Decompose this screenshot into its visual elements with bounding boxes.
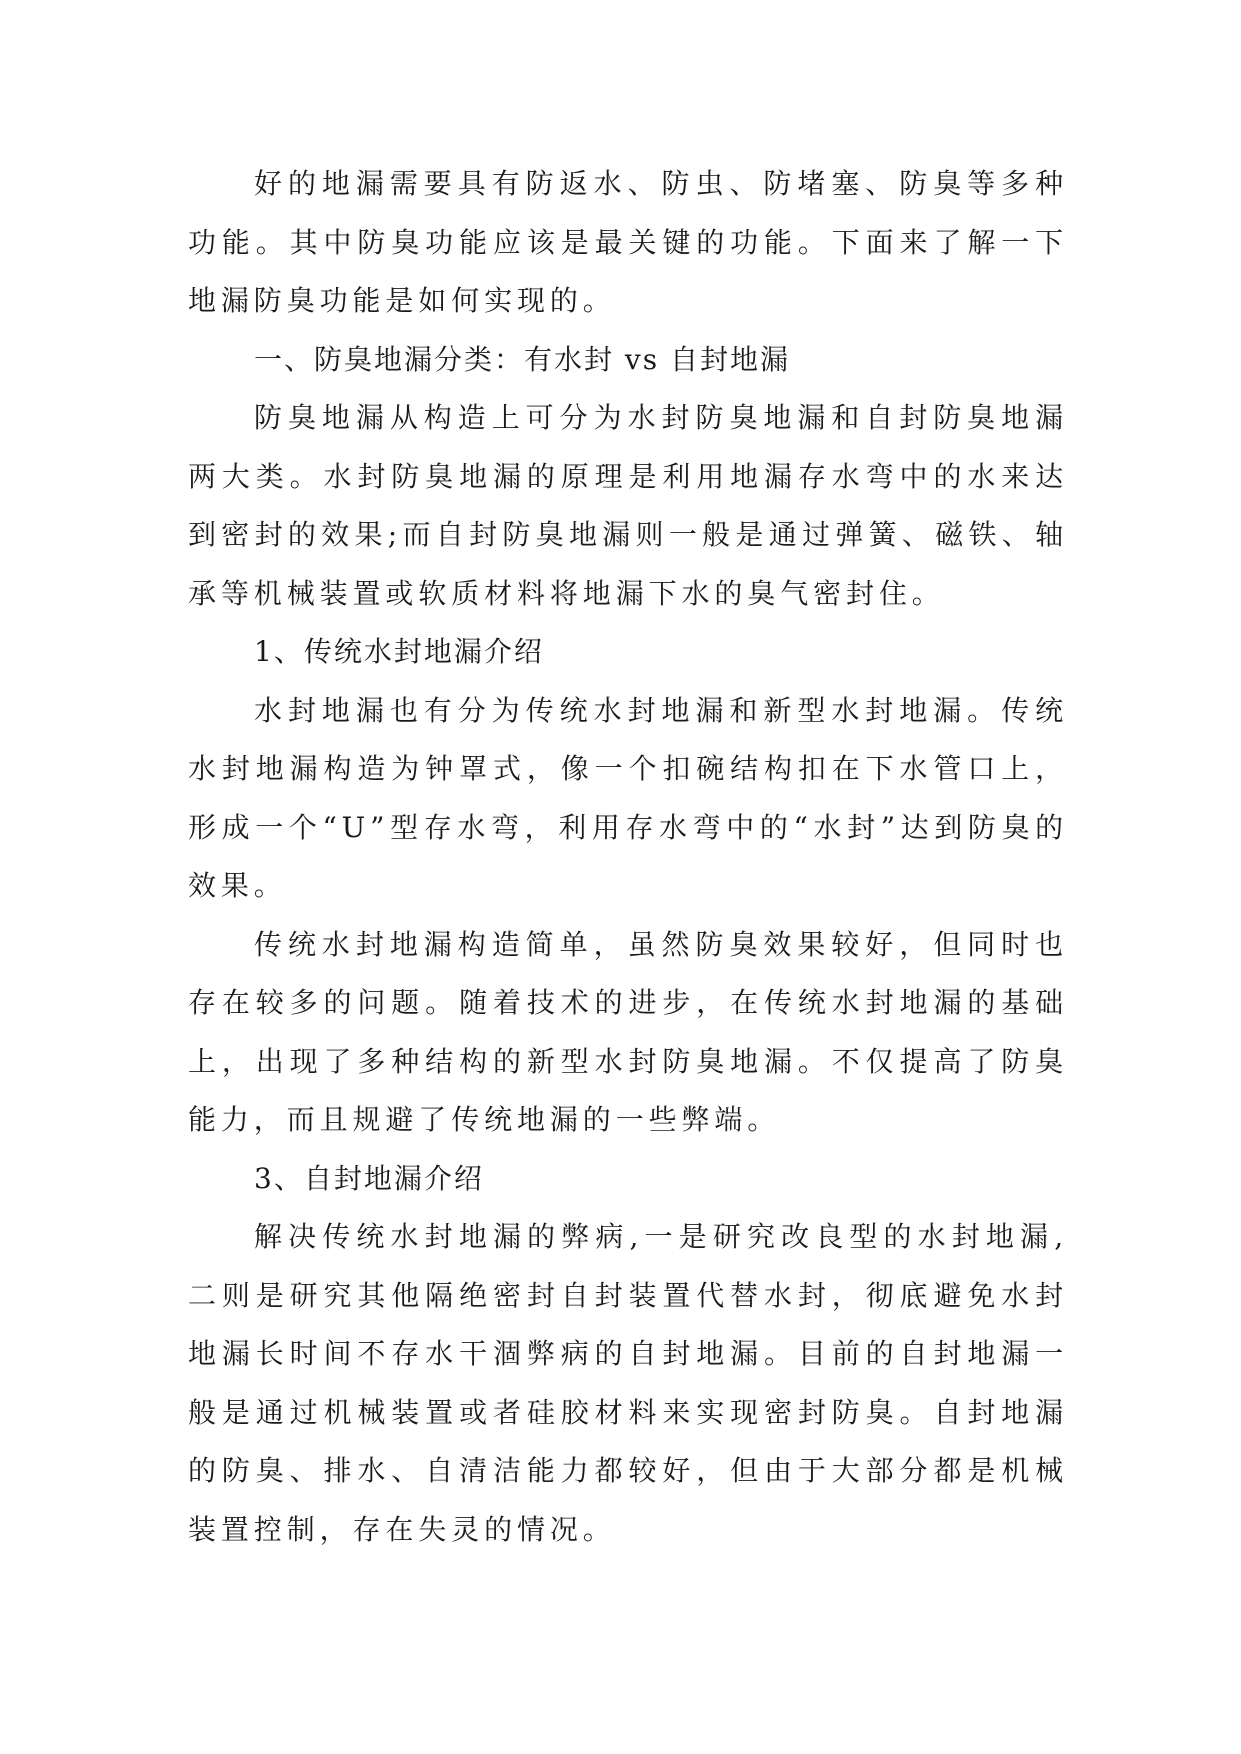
paragraph-water-seal-issues: 传统水封地漏构造简单，虽然防臭效果较好，但同时也存在较多的问题。随着技术的进步，在传统水封地漏的基础上，出现了多种结构的新型水封防臭地漏。不仅提高了防臭能力，而且规避了传统地漏的一些弊端。 bbox=[188, 927, 1068, 1136]
section-heading-self-seal: 3、自封地漏介绍 bbox=[254, 1161, 484, 1195]
paragraph-self-seal: 解决传统水封地漏的弊病,一是研究改良型的水封地漏,二则是研究其他隔绝密封自封装置代替水封，彻底避免水封地漏长时间不存水干涸弊病的自封地漏。目前的自封地漏一般是通过机械装置或者硅胶材料来实现密封防臭。自封地漏的防臭、排水、自清洁能力都较好，但由于大部分都是机械装置控制，存在失灵的情况。 bbox=[188, 1220, 1068, 1546]
document-page bbox=[188, 155, 1068, 1559]
paragraph-classification: 防臭地漏从构造上可分为水封防臭地漏和自封防臭地漏两大类。水封防臭地漏的原理是利用地漏存水弯中的水来达到密封的效果;而自封防臭地漏则一般是通过弹簧、磁铁、轴承等机械装置或软质材料将地漏下水的臭气密封住。 bbox=[188, 401, 1068, 610]
paragraph-water-seal-structure: 水封地漏也有分为传统水封地漏和新型水封地漏。传统水封地漏构造为钟罩式，像一个扣碗结构扣在下水管口上，形成一个“U”型存水弯，利用存水弯中的“水封”达到防臭的效果。 bbox=[188, 693, 1068, 902]
paragraph-intro: 好的地漏需要具有防返水、防虫、防堵塞、防臭等多种功能。其中防臭功能应该是最关键的功能。下面来了解一下地漏防臭功能是如何实现的。 bbox=[188, 167, 1068, 317]
section-heading-classification: 一、防臭地漏分类：有水封 vs 自封地漏 bbox=[254, 342, 790, 376]
section-heading-traditional-water-seal: 1、传统水封地漏介绍 bbox=[254, 635, 544, 668]
